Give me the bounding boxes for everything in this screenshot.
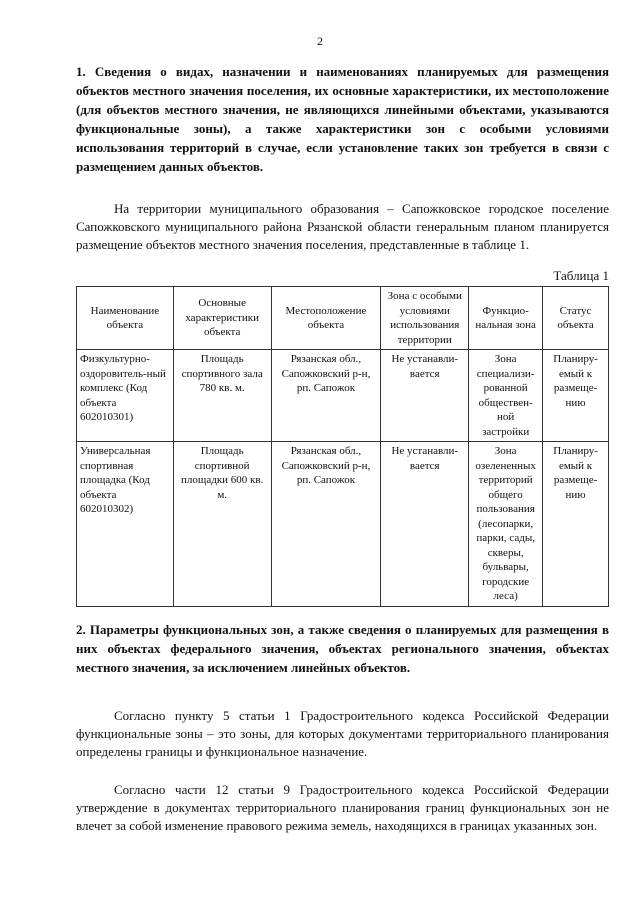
cell-functional-zone: Зона озелененных территорий общего пользования (лесопарки, парки, сады, скверы, бульвары, городские леса) (469, 442, 543, 607)
paragraph-functional-zones-definition: Согласно пункту 5 статьи 1 Градостроительного кодекса Российской Федерации функциональные зоны – это зоны, для которых документами территориального планирования определены границы и функциональное назначение. (76, 708, 609, 759)
cell-status: Планиру-емый к размеще-нию (543, 442, 609, 607)
section-2-heading: 2. Параметры функциональных зон, а также сведения о планируемых для размещения в них объектах федерального значения, объектах регионального значения, объектах местного значения, за исключением линейных объектов. (76, 622, 609, 675)
cell-functional-zone: Зона специализи-рованной обществен-ной застройки (469, 350, 543, 442)
objects-table (76, 286, 609, 607)
header-status: Статус объекта (543, 287, 609, 350)
cell-characteristics: Площадь спортивной площадки 600 кв. м. (173, 442, 271, 607)
cell-location: Рязанская обл., Сапожковский р-н, рп. Сапожок (271, 442, 381, 607)
section-1-heading: 1. Сведения о видах, назначении и наименованиях планируемых для размещения объектов местного значения поселения, их основные характеристики, их местоположение (для объектов местного значения, не являющихся линейными объектами, указываются функциональные зоны), а также характеристики зон с особыми условиями использования территорий в случае, если установление таких зон требуется в связи с размещением данных объектов. (76, 64, 609, 174)
header-special-zone: Зона с особыми условиями использования территории (381, 287, 469, 350)
cell-characteristics: Площадь спортивного зала 780 кв. м. (173, 350, 271, 442)
cell-special-zone: Не устанавли-вается (381, 442, 469, 607)
header-characteristics: Основные характеристики объекта (173, 287, 271, 350)
header-location: Местоположение объекта (271, 287, 381, 350)
table-caption: Таблица 1 (553, 268, 609, 283)
cell-special-zone: Не устанавли-вается (381, 350, 469, 442)
header-name: Наименование объекта (77, 287, 174, 350)
cell-status: Планиру-емый к размеще-нию (543, 350, 609, 442)
paragraph-legal-regime: Согласно части 12 статьи 9 Градостроительного кодекса Российской Федерации утверждение в документах территориального планирования границ функциональных зон не влечет за собой изменение правового режима земель, находящихся в границах указанных зон. (76, 782, 609, 833)
page-number: 2 (317, 34, 323, 48)
cell-name: Физкультурно-оздоровитель-ный комплекс (Код объекта 602010301) (77, 350, 174, 442)
cell-location: Рязанская обл., Сапожковский р-н, рп. Сапожок (271, 350, 381, 442)
table-row (77, 350, 609, 442)
header-functional-zone: Функцио-нальная зона (469, 287, 543, 350)
cell-name: Универсальная спортивная площадка (Код объекта 602010302) (77, 442, 174, 607)
table-header-row (77, 287, 609, 350)
table-row (77, 442, 609, 607)
intro-paragraph: На территории муниципального образования – Сапожковское городское поселение Сапожковского муниципального района Рязанской области генеральным планом планируется размещение объектов местного значения поселения, представленные в таблице 1. (76, 201, 609, 252)
